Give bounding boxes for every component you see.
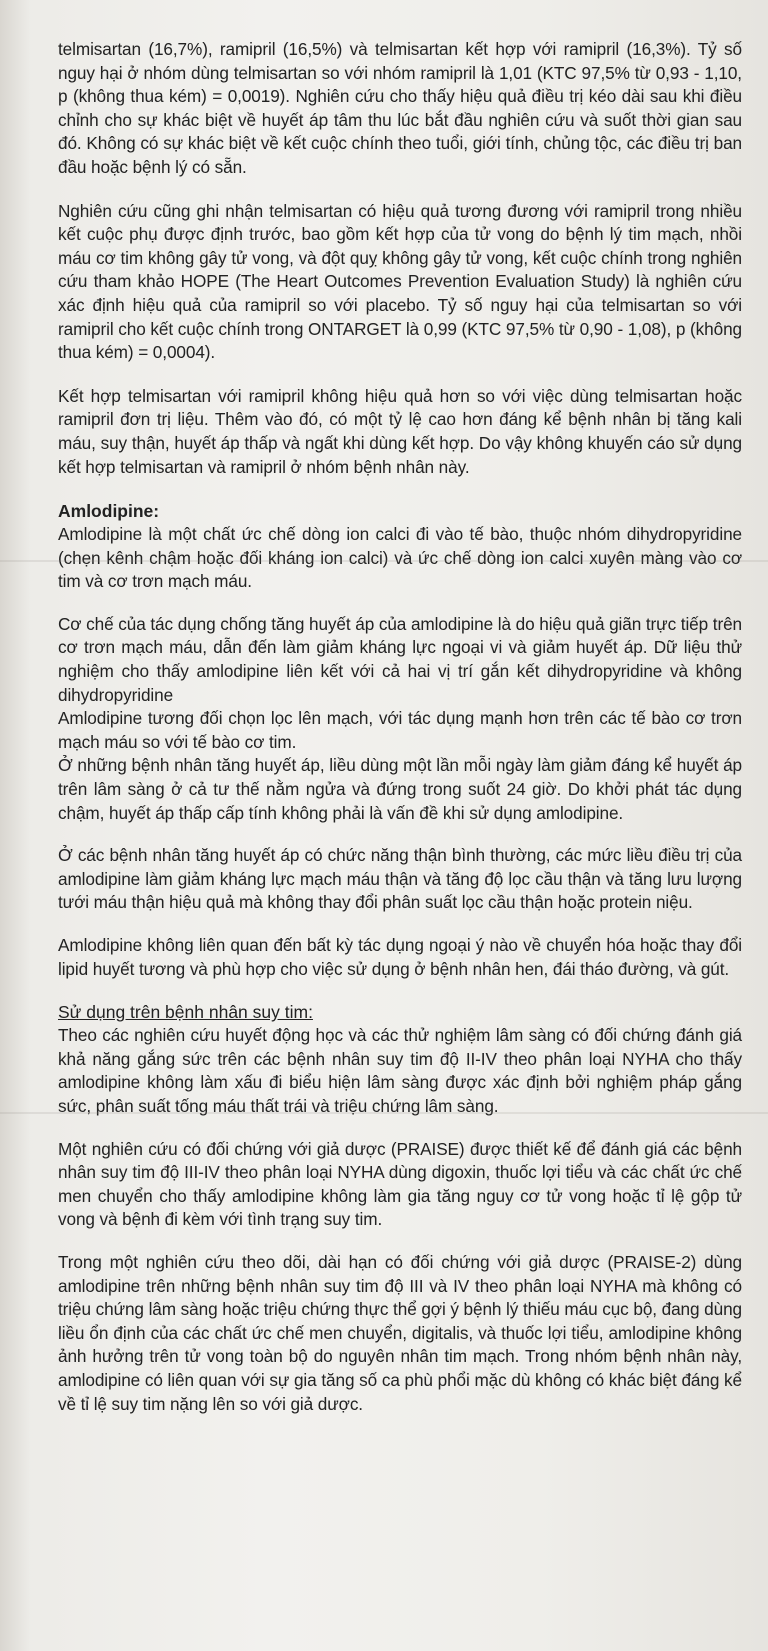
paragraph-amlodipine-dosing: Ở những bệnh nhân tăng huyết áp, liều dùng một lần mỗi ngày làm giảm đáng kể huyết áp trên lâm sàng ở cả tư thế nằm ngửa và đứng trong suốt 24 giờ. Do khởi phát tác dụng chậm, huyết áp thấp cấp tính không phải là vấn đề khi sử dụng amlodipine. [58, 755, 742, 823]
paragraph-praise-study: Một nghiên cứu có đối chứng với giả dược (PRAISE) được thiết kế để đánh giá các bệnh nhân suy tim độ III-IV theo phân loại NYHA dùng digoxin, thuốc lợi tiểu và các chất ức chế men chuyển cho thấy amlodipine không làm gia tăng nguy cơ tử vong hoặc tỉ lệ gộp tử vong và bệnh đi kèm với tình trạng suy tim. [58, 1138, 742, 1230]
paper-fold [0, 560, 768, 562]
paragraph-secondary-outcomes: Nghiên cứu cũng ghi nhận telmisartan có hiệu quả tương đương với ramipril trong nhiều kết cuộc phụ được định trước, bao gồm kết hợp của tử vong do bệnh lý tim mạch, nhồi máu cơ tim không gây tử vong, và đột quỵ không gây tử vong, kết cuộc chính trong nghiên cứu tham khảo HOPE (The Heart Outcomes Prevention Evaluation Study) là nghiên cứu xác định hiệu quả của ramipril so với placebo. Tỷ số nguy hại của telmisartan so với ramipril cho kết cuộc chính trong ONTARGET là 0,99 (KTC 97,5% từ 0,90 - 1,08), p (không thua kém) = 0,0004). [58, 200, 742, 363]
paragraph-combination: Kết hợp telmisartan với ramipril không hiệu quả hơn so với việc dùng telmisartan hoặc ramipril đơn trị liệu. Thêm vào đó, có một tỷ lệ cao hơn đáng kể bệnh nhân bị tăng kali máu, suy thận, huyết áp thấp và ngất khi dùng kết hợp. Do vậy không khuyến cáo sử dụng kết hợp telmisartan và ramipril ở nhóm bệnh nhân này. [58, 385, 742, 477]
paragraph-praise2-study: Trong một nghiên cứu theo dõi, dài hạn có đối chứng với giả dược (PRAISE-2) dùng amlodipine trên những bệnh nhân suy tim độ III và IV theo phân loại NYHA mà không có triệu chứng lâm sàng hoặc triệu chứng thực thể gợi ý bệnh lý thiếu máu cục bộ, đang dùng liều ổn định của các chất ức chế men chuyển, digitalis, và thuốc lợi tiểu, amlodipine không ảnh hưởng trên tử vong toàn bộ do nguyên nhân tim mạch. Trong nhóm bệnh nhân này, amlodipine có liên quan với sự gia tăng số ca phù phổi mặc dù không có khác biệt đáng kể về tỉ lệ suy tim nặng lên so với giả dược. [58, 1251, 742, 1414]
paragraph-amlodipine-renal: Ở các bệnh nhân tăng huyết áp có chức năng thận bình thường, các mức liều điều trị của amlodipine làm giảm kháng lực mạch máu thận và tăng độ lọc cầu thận và tăng lưu lượng tưới máu thận hiệu quả mà không thay đổi phân suất lọc cầu thận hoặc protein niệu. [58, 845, 742, 913]
section-title-heart-failure: Sử dụng trên bệnh nhân suy tim: [58, 1002, 313, 1023]
paragraph-heart-failure-intro: Theo các nghiên cứu huyết động học và các thử nghiệm lâm sàng có đối chứng đánh giá khả năng gắng sức trên các bệnh nhân suy tim độ II-IV theo phân loại NYHA cho thấy amlodipine không làm xấu đi biểu hiện lâm sàng được xác định bởi nghiệm pháp gắng sức, phân suất tống máu thất trái và triệu chứng lâm sàng. [58, 1025, 742, 1116]
section-title-amlodipine: Amlodipine: [58, 501, 160, 522]
paragraph-amlodipine-intro: Amlodipine là một chất ức chế dòng ion calci đi vào tế bào, thuộc nhóm dihydropyridine (chẹn kênh chậm hoặc đối kháng ion calci) và ức chế dòng ion calci xuyên màng vào cơ tim và cơ trơn mạch máu. [58, 524, 742, 592]
paragraph-amlodipine-mechanism: Cơ chế của tác dụng chống tăng huyết áp của amlodipine là do hiệu quả giãn trực tiếp trên cơ trơn mạch máu, dẫn đến làm giảm kháng lực ngoại vi và giảm huyết áp. Dữ liệu thử nghiệm cho thấy amlodipine liên kết với cả hai vị trí gắn kết dihydropyridine và không dihydropyridine [58, 613, 742, 705]
paragraph-results: telmisartan (16,7%), ramipril (16,5%) và telmisartan kết hợp với ramipril (16,3%). Tỷ số nguy hại ở nhóm dùng telmisartan so với nhóm ramipril là 1,01 (KTC 97,5% từ 0,93 - 1,10, p (không thua kém) = 0,0019). Nghiên cứu cho thấy hiệu quả điều trị kéo dài sau khi điều chỉnh cho sự khác biệt về huyết áp tâm thu lúc bắt đầu nghiên cứu và suốt thời gian sau đó. Không có sự khác biệt về kết cuộc chính theo tuổi, giới tính, chủng tộc, các điều trị ban đầu hoặc bệnh lý có sẵn. [58, 39, 742, 177]
paragraph-amlodipine-selectivity: Amlodipine tương đối chọn lọc lên mạch, với tác dụng mạnh hơn trên các tế bào cơ trơn mạch máu so với tế bào cơ tim. [58, 708, 742, 752]
paper-fold [0, 1112, 768, 1114]
paragraph-amlodipine-metabolic: Amlodipine không liên quan đến bất kỳ tác dụng ngoại ý nào về chuyển hóa hoặc thay đổi lipid huyết tương và phù hợp cho việc sử dụng ở bệnh nhân hen, đái tháo đường, và gút. [58, 935, 742, 979]
